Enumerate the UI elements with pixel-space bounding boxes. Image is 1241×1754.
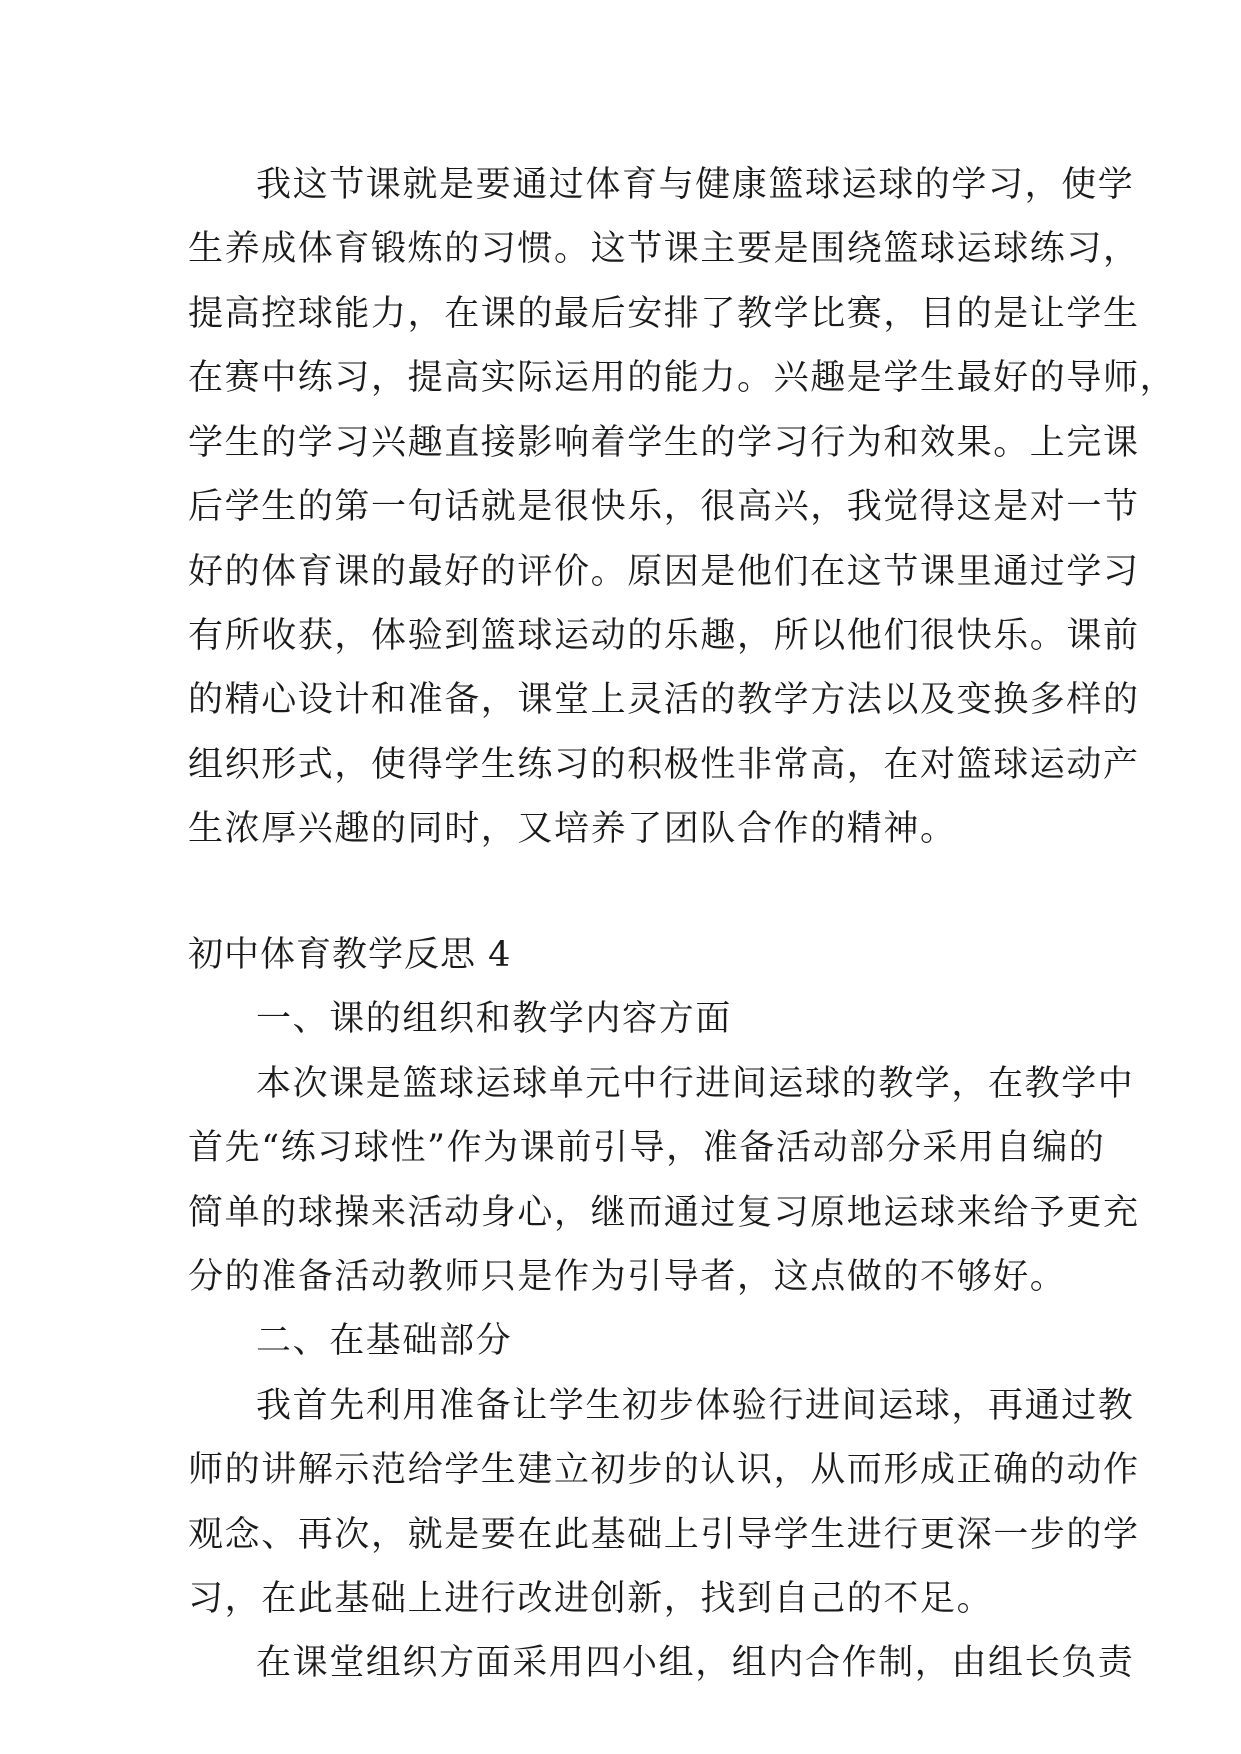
- text-line: 在赛中练习，提高实际运用的能力。兴趣是学生最好的导师，: [188, 358, 1177, 398]
- text-line: 有所收获，体验到篮球运动的乐趣，所以他们很快乐。课前: [188, 616, 1140, 656]
- text-line: 的精心设计和准备，课堂上灵活的教学方法以及变换多样的: [188, 680, 1140, 720]
- text-line: 生浓厚兴趣的同时，又培养了团队合作的精神。: [188, 809, 957, 849]
- text-line: 分的准备活动教师只是作为引导者，这点做的不够好。: [188, 1257, 1067, 1297]
- text-line: 观念、再次，就是要在此基础上引导学生进行更深一步的学: [188, 1515, 1140, 1555]
- text-line: 本次课是篮球运球单元中行进间运球的教学，在教学中: [256, 1064, 1135, 1104]
- text-line: 习，在此基础上进行改进创新，找到自己的不足。: [188, 1579, 994, 1619]
- subheading: 一、课的组织和教学内容方面: [256, 999, 732, 1039]
- section-title: 初中体育教学反思 4: [188, 935, 512, 975]
- subheading: 二、在基础部分: [256, 1321, 513, 1361]
- text-line: 简单的球操来活动身心，继而通过复习原地运球来给予更充: [188, 1193, 1140, 1233]
- text-line: 生养成体育锻炼的习惯。这节课主要是围绕篮球运球练习，: [188, 229, 1140, 269]
- text-line: 首先“练习球性”作为课前引导，准备活动部分采用自编的: [188, 1128, 1106, 1168]
- text-line: 好的体育课的最好的评价。原因是他们在这节课里通过学习: [188, 552, 1140, 592]
- text-line: 在课堂组织方面采用四小组，组内合作制，由组长负责: [256, 1643, 1135, 1683]
- text-line: 提高控球能力，在课的最后安排了教学比赛，目的是让学生: [188, 294, 1140, 334]
- text-line: 后学生的第一句话就是很快乐，很高兴，我觉得这是对一节: [188, 487, 1140, 527]
- text-line: 我首先利用准备让学生初步体验行进间运球，再通过教: [256, 1386, 1135, 1426]
- text-line: 组织形式，使得学生练习的积极性非常高，在对篮球运动产: [188, 745, 1140, 785]
- text-line: 学生的学习兴趣直接影响着学生的学习行为和效果。上完课: [188, 423, 1140, 463]
- text-line: 我这节课就是要通过体育与健康篮球运球的学习，使学: [256, 165, 1135, 205]
- text-line: 师的讲解示范给学生建立初步的认识，从而形成正确的动作: [188, 1450, 1140, 1490]
